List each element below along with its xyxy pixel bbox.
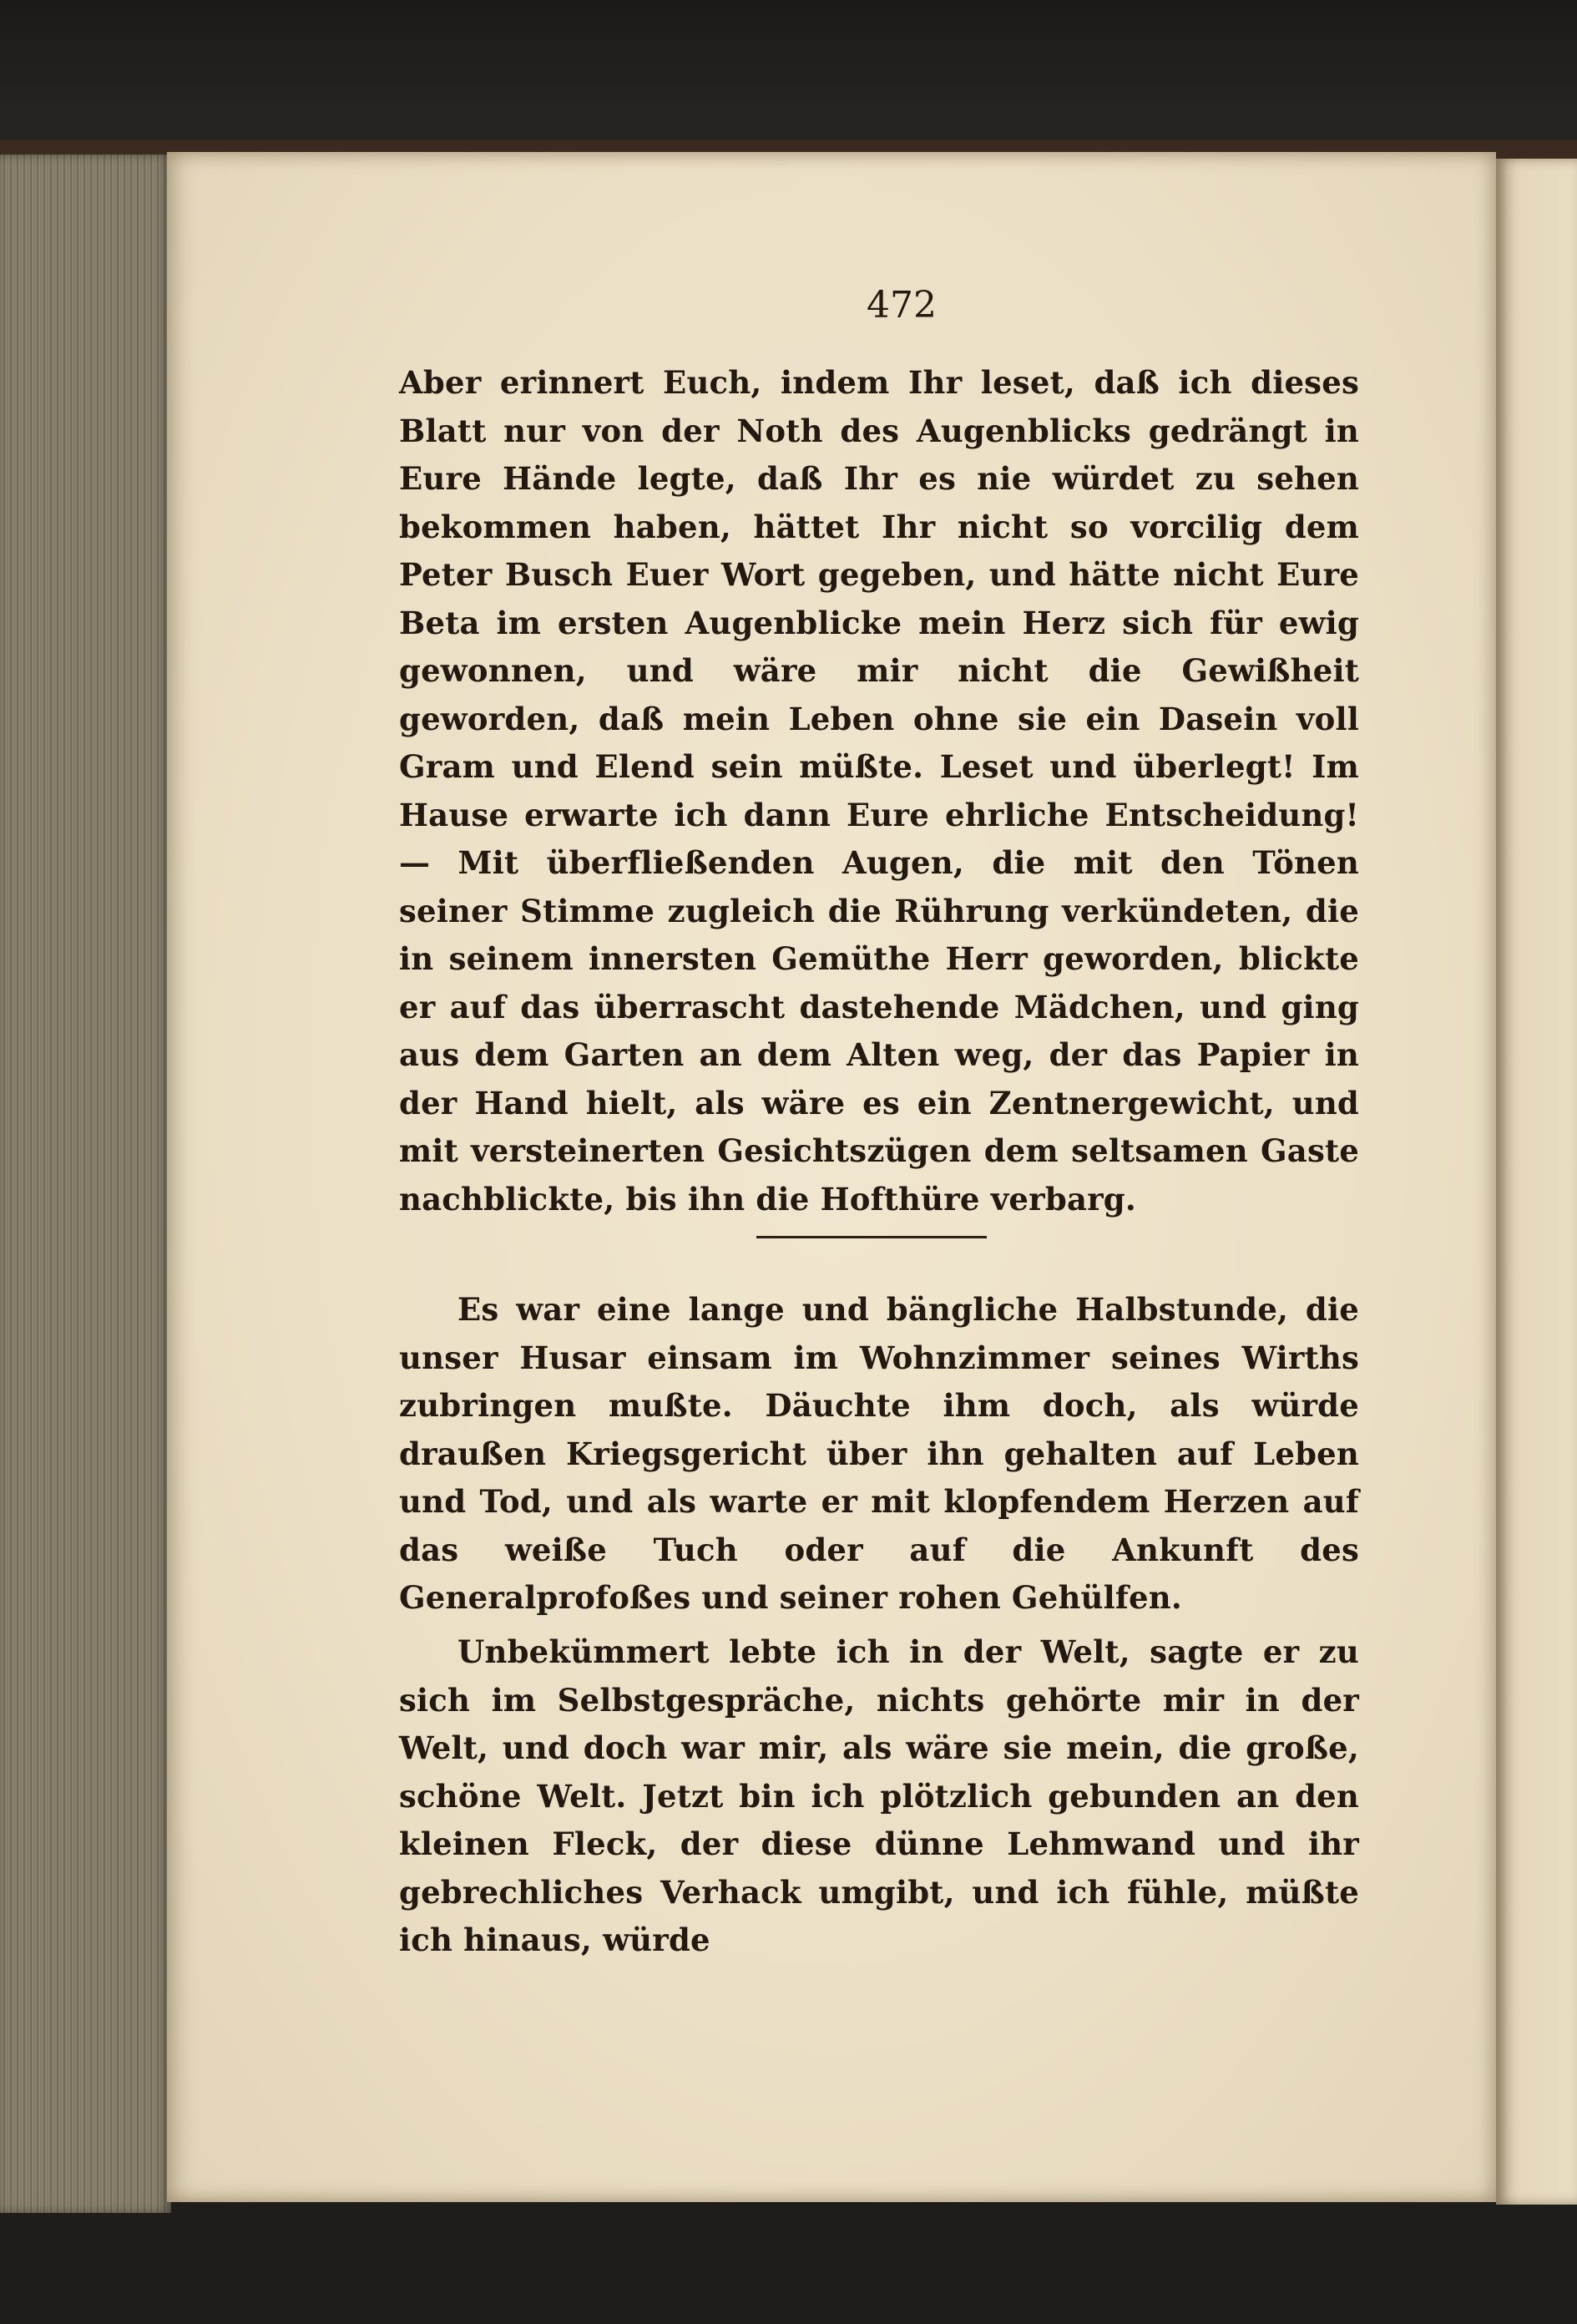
page-number: 472 xyxy=(867,284,937,327)
paragraph: Unbekümmert lebte ich in der Welt, sagte er zu sich im Selbstgespräche, nichts gehörte mir in der Welt, und doch war mir, als wäre sie mein, die große, schöne Welt. Jetzt bin ich plötzlich gebunden an den kleinen Fleck, der diese dünne Lehmwand und ihr gebrechliches Verhack umgibt, und ich fühle, müßte ich hinaus, würde xyxy=(399,1633,1359,1958)
text-block-2 xyxy=(399,1286,1359,1623)
section-separator xyxy=(756,1236,987,1238)
text-block-1 xyxy=(399,359,1359,1223)
page-stack-edges xyxy=(0,154,171,2213)
facing-page-edge xyxy=(1496,159,1577,2205)
paragraph: Es war eine lange und bängliche Halbstunde, die unser Husar einsam im Wohnzimmer seines Wirths zubringen mußte. Däuchte ihm doch, als würde draußen Kriegsgericht über ihn gehalten auf Leben und Tod, und als warte er mit klopfendem Herzen auf das weiße Tuch oder auf die Ankunft des Generalprofoßes und seiner rohen Gehülfen. xyxy=(399,1291,1359,1616)
text-block-3 xyxy=(399,1628,1359,1965)
paragraph: Aber erinnert Euch, indem Ihr leset, daß ich dieses Blatt nur von der Noth des Augenblicks gedrängt in Eure Hände legte, daß Ihr es nie würdet zu sehen bekommen haben, hättet Ihr nicht so vorcilig dem Peter Busch Euer Wort gegeben, und hätte nicht Eure Beta im ersten Augenblicke mein Herz sich für ewig gewonnen, und wäre mir nicht die Gewißheit geworden, daß mein Leben ohne sie ein Dasein voll Gram und Elend sein müßte. Leset und überlegt! Im Hause erwarte ich dann Eure ehrliche Entscheidung! — Mit überfließenden Augen, die mit den Tönen seiner Stimme zugleich die Rührung verkündeten, die in seinem innersten Gemüthe Herr geworden, blickte er auf das überrascht dastehende Mädchen, und ging aus dem Garten an dem Alten weg, der das Papier in der Hand hielt, als wäre es ein Zentnergewicht, und mit versteinerten Gesichtszügen dem seltsamen Gaste nachblickte, bis ihn die Hofthüre verbarg. xyxy=(399,364,1359,1218)
